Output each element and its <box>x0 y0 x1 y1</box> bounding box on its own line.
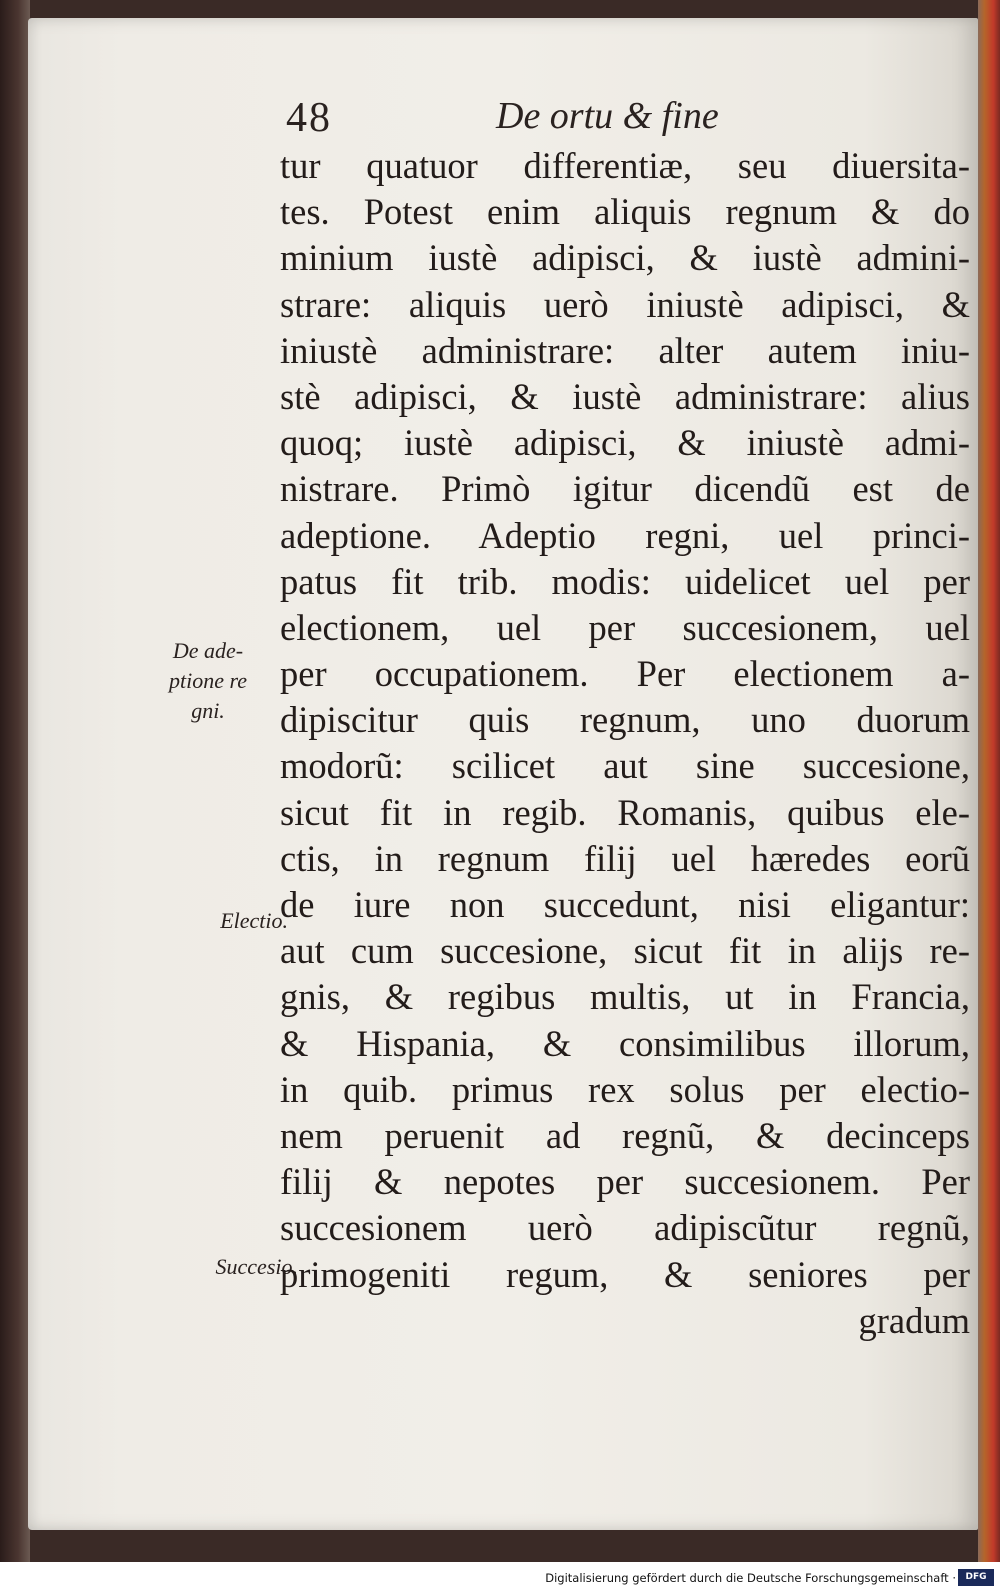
text-line: filij & nepotes per succesionem. Per <box>280 1161 970 1203</box>
footer-bar <box>0 1562 1000 1592</box>
text-line: minium iustè adipisci, & iustè admini- <box>280 237 970 279</box>
text-line: succesionem uerò adipiscũtur regnũ, <box>280 1207 970 1249</box>
page-number: 48 <box>286 95 332 141</box>
text-line: nem peruenit ad regnũ, & decinceps <box>280 1114 970 1156</box>
body-text <box>280 143 970 1344</box>
text-line: ctis, in regnum filij uel hæredes eorũ <box>280 837 970 879</box>
dfg-logo-icon: DFG <box>958 1569 994 1586</box>
text-line: dipiscitur quis regnum, uno duorum <box>280 699 970 741</box>
running-head: De ortu & fine <box>496 95 719 137</box>
text-line: in quib. primus rex solus per electio- <box>280 1068 970 1110</box>
text-line: nistrare. Primò igitur dicendũ est de <box>280 468 970 510</box>
book-cover-right-edge <box>978 0 1000 1562</box>
margin-notes <box>28 18 298 1518</box>
text-line: & Hispania, & consimilibus illorum, <box>280 1022 970 1064</box>
margin-note-line: ptione re <box>169 668 247 693</box>
text-line: sicut fit in regib. Romanis, quibus ele- <box>280 791 970 833</box>
catchword: gradum <box>858 1299 970 1341</box>
text-line: per occupationem. Per electionem a- <box>280 653 970 695</box>
text-line: stè adipisci, & iustè administrare: alius <box>280 375 970 417</box>
text-line: modorũ: scilicet aut sine succesione, <box>280 745 970 787</box>
text-line: primogeniti regum, & seniores per <box>280 1253 970 1295</box>
text-line: electionem, uel per succesionem, uel <box>280 606 970 648</box>
text-line: gnis, & regibus multis, ut in Francia, <box>280 976 970 1018</box>
margin-note-adeptione <box>148 636 268 726</box>
book-page <box>28 18 978 1530</box>
text-line: adeptione. Adeptio regni, uel princi- <box>280 514 970 556</box>
margin-note-line: De ade- <box>172 638 244 663</box>
book-cover-left-edge <box>0 0 30 1562</box>
funding-notice: Digitalisierung gefördert durch die Deutsche Forschungsgemeinschaft · <box>545 1571 956 1585</box>
text-line: strare: aliquis uerò iniustè adipisci, & <box>280 283 970 325</box>
text-line: quoq; iustè adipisci, & iniustè admi- <box>280 422 970 464</box>
margin-note-line: gni. <box>191 698 225 723</box>
text-line: de iure non succedunt, nisi eligantur: <box>280 884 970 925</box>
text-line: iniustè administrare: alter autem iniu- <box>280 329 970 371</box>
text-line: aut cum succesione, sicut fit in alijs re- <box>280 930 970 972</box>
text-line: patus fit trib. modis: uidelicet uel per <box>280 560 970 602</box>
text-line: tes. Potest enim aliquis regnum & do <box>280 191 970 233</box>
text-line: tur quatuor differentiæ, seu diuersita- <box>280 145 970 186</box>
page-header <box>286 94 786 150</box>
margin-note-successio: Succesio. <box>215 1254 298 1279</box>
margin-note-electio: Electio. <box>220 908 288 933</box>
